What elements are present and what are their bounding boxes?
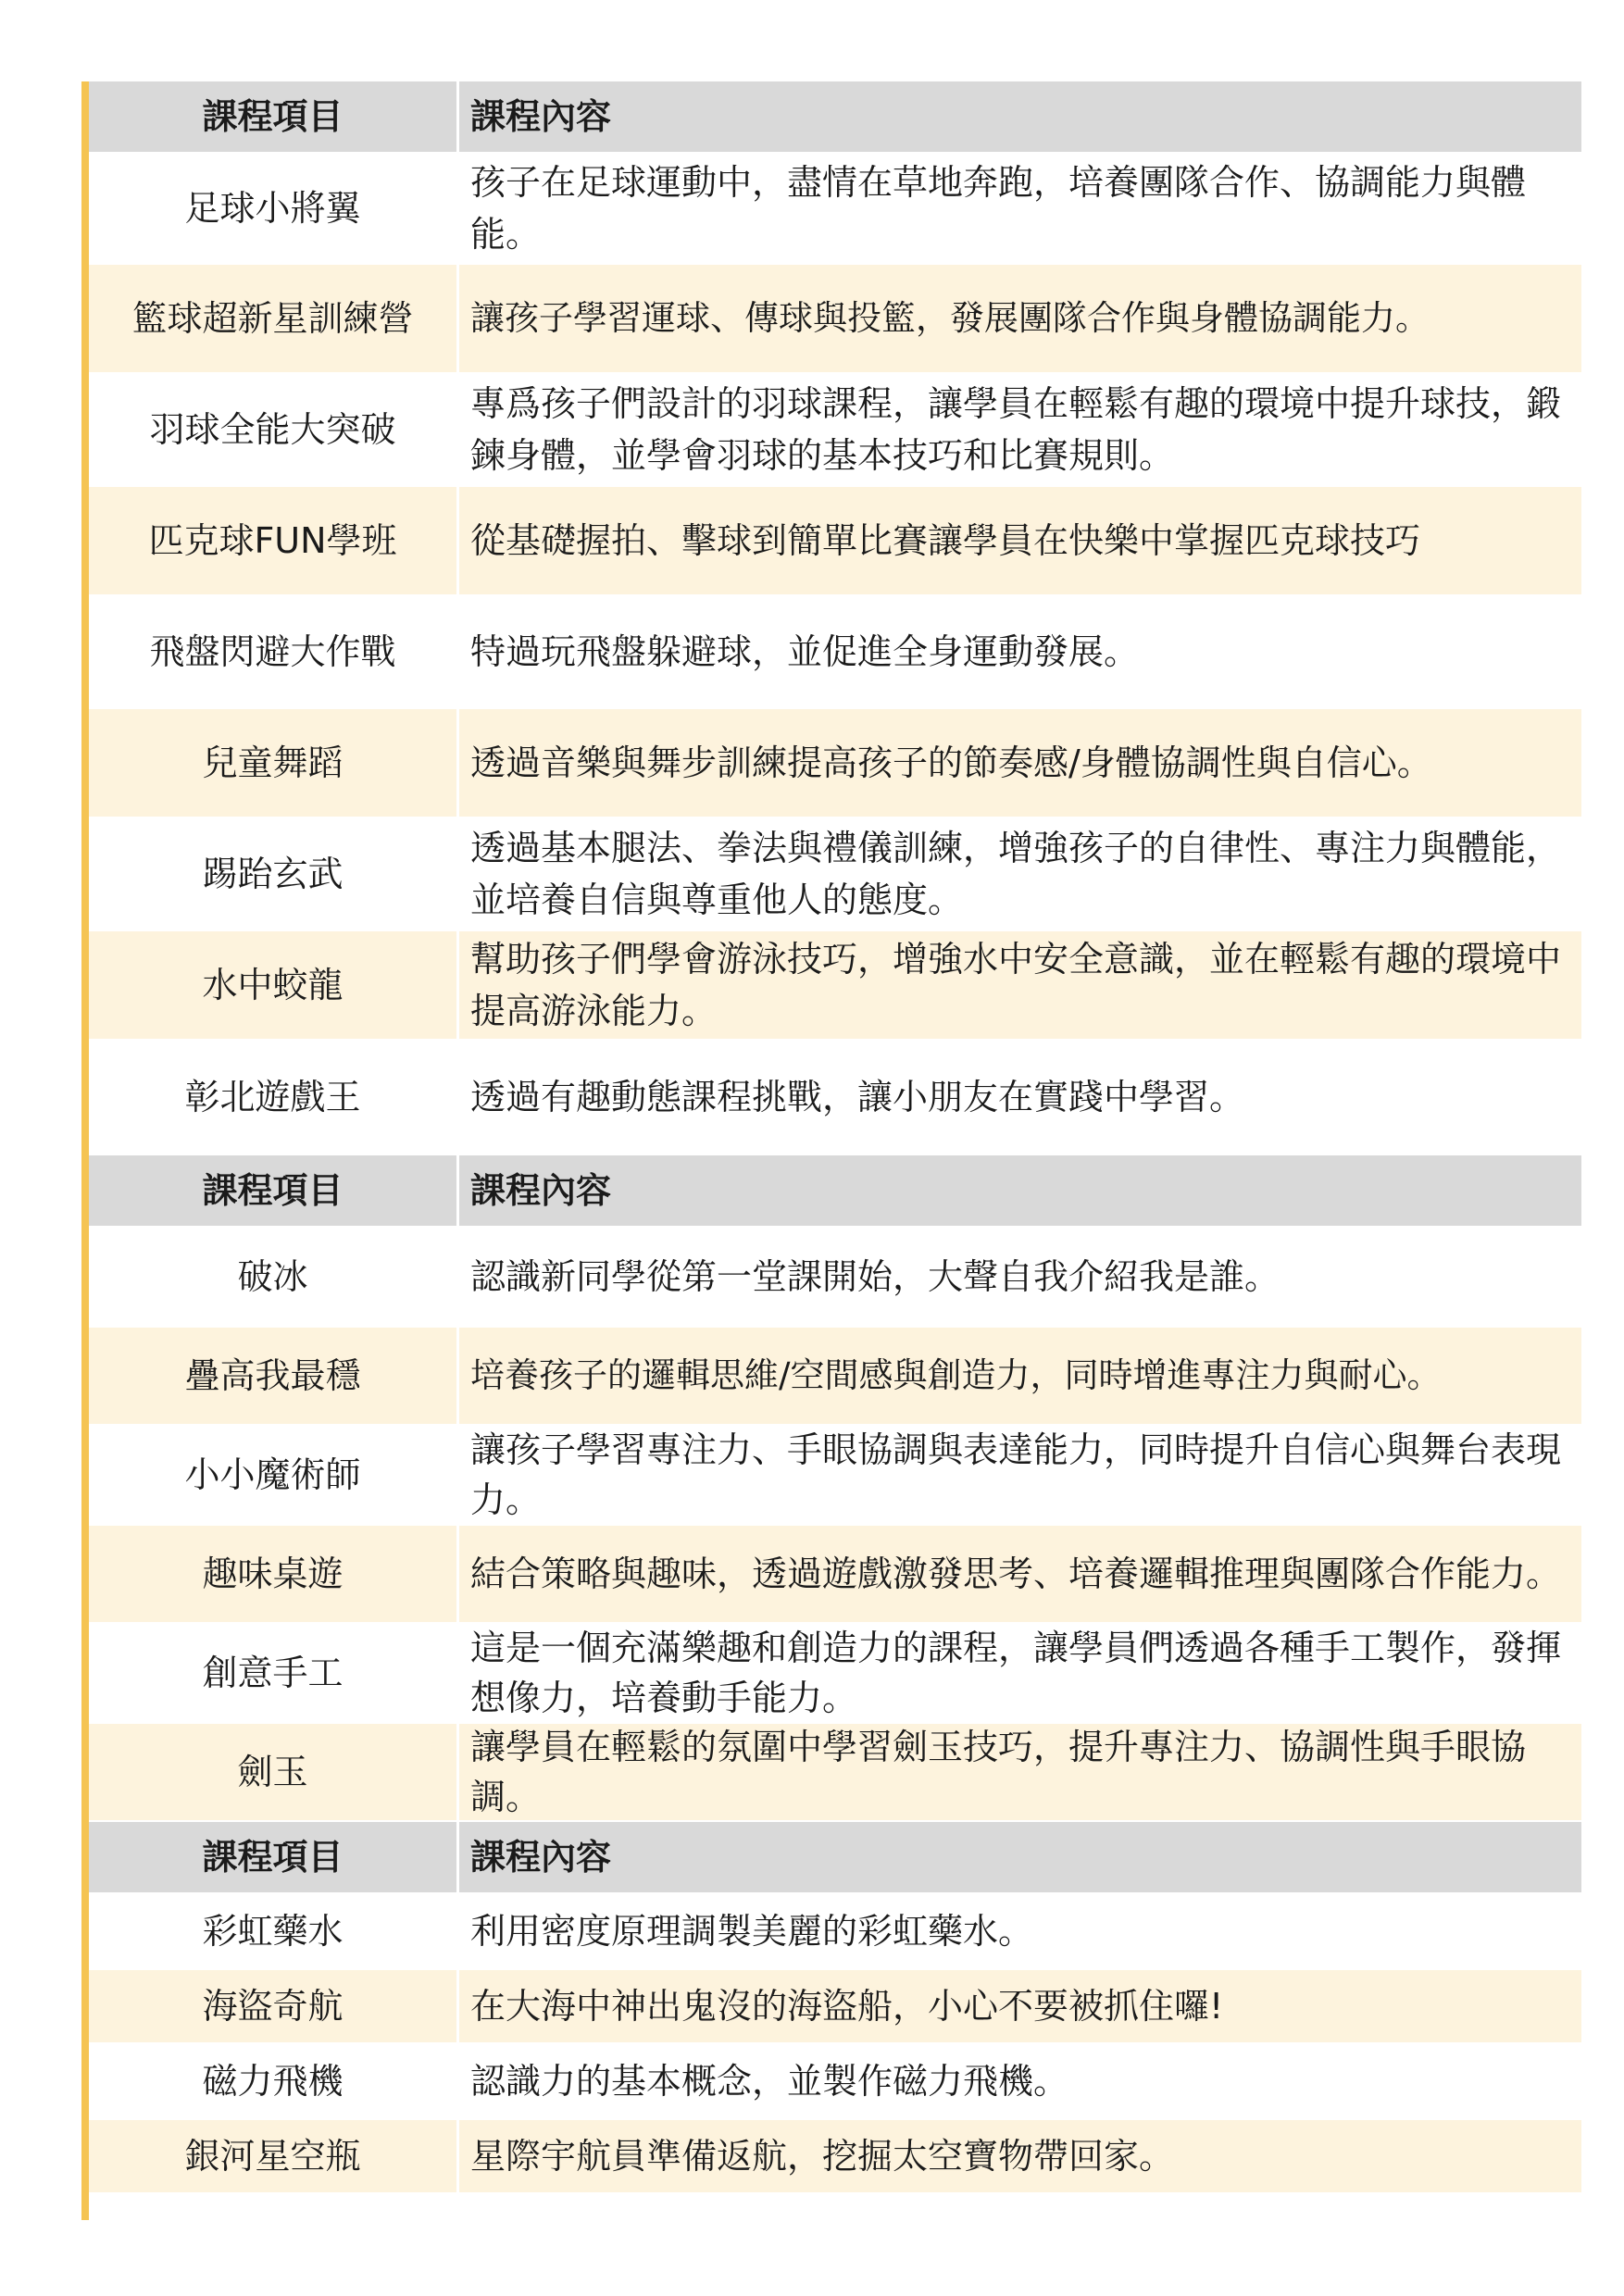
header-item: 課程項目 <box>89 1822 459 1892</box>
header-content: 課程內容 <box>470 1170 612 1211</box>
course-content: 這是一個充滿樂趣和創造力的課程，讓學員們透過各種手工製作，發揮想像力，培養動手能力。 <box>470 1628 1562 1718</box>
table-row <box>89 1228 1581 1328</box>
table-row <box>89 596 1581 709</box>
course-content: 孩子在足球運動中，盡情在草地奔跑，培養團隊合作、協調能力與體能。 <box>470 162 1527 255</box>
table-row <box>89 709 1581 818</box>
table-row <box>89 1041 1581 1155</box>
course-item: 籃球超新星訓練營 <box>89 265 459 372</box>
course-content: 從基礎握拍、擊球到簡單比賽讓學員在快樂中掌握匹克球技巧 <box>470 520 1421 561</box>
table-row <box>89 487 1581 596</box>
course-content: 在大海中神出鬼沒的海盜船，小心不要被抓住囉! <box>470 1986 1224 2027</box>
course-item: 小小魔術師 <box>89 1426 459 1524</box>
table-header <box>89 1155 1581 1228</box>
course-item: 疊高我最穩 <box>89 1328 459 1424</box>
table-row <box>89 154 1581 265</box>
course-content: 結合策略與趣味，透過遊戲激發思考、培養邏輯推理與團隊合作能力。 <box>470 1554 1562 1594</box>
course-content: 利用密度原理調製美麗的彩虹藥水。 <box>470 1911 1034 1952</box>
course-item: 創意手工 <box>89 1624 459 1722</box>
table-row <box>89 931 1581 1041</box>
course-item: 水中蛟龍 <box>89 931 459 1039</box>
course-content: 認識力的基本概念，並製作磁力飛機。 <box>470 2061 1069 2102</box>
course-item: 踢跆玄武 <box>89 818 459 930</box>
course-content: 讓孩子學習專注力、手眼協調與表達能力，同時提升自信心與舞台表現力。 <box>470 1429 1562 1520</box>
course-content: 讓孩子學習運球、傳球與投籃，發展團隊合作與身體協調能力。 <box>470 298 1430 338</box>
course-table <box>89 81 1581 2194</box>
table-row <box>89 1328 1581 1426</box>
course-item: 彰北遊戲王 <box>89 1041 459 1154</box>
header-content: 課程內容 <box>470 1837 612 1878</box>
course-item: 趣味桌遊 <box>89 1526 459 1622</box>
course-content: 特過玩飛盤躲避球，並促進全身運動發展。 <box>470 631 1140 672</box>
accent-bar <box>81 81 89 2220</box>
course-item: 破冰 <box>89 1228 459 1326</box>
course-item: 銀河星空瓶 <box>89 2120 459 2192</box>
table-row <box>89 1970 1581 2044</box>
table-header <box>89 1822 1581 1894</box>
course-content: 透過音樂與舞步訓練提高孩子的節奏感/身體協調性與自信心。 <box>470 742 1432 783</box>
course-content: 讓學員在輕鬆的氛圍中學習劍玉技巧，提升專注力、協調性與手眼協調。 <box>470 1727 1527 1817</box>
header-content: 課程內容 <box>470 96 612 137</box>
table-row <box>89 374 1581 487</box>
table-row <box>89 2044 1581 2120</box>
table-row <box>89 1624 1581 1724</box>
table-row <box>89 1526 1581 1624</box>
course-content: 幫助孩子們學會游泳技巧，增強水中安全意識，並在輕鬆有趣的環境中提高游泳能力。 <box>470 939 1562 1031</box>
course-content: 專爲孩子們設計的羽球課程，讓學員在輕鬆有趣的環境中提升球技，鍛鍊身體，並學會羽球的基本技巧和比賽規則。 <box>470 383 1562 476</box>
course-item: 劍玉 <box>89 1724 459 1820</box>
course-content: 透過基本腿法、拳法與禮儀訓練，增強孩子的自律性、專注力與體能，並培養自信與尊重他人的態度。 <box>470 828 1562 920</box>
course-item: 羽球全能大突破 <box>89 374 459 485</box>
table-row <box>89 818 1581 931</box>
table-row <box>89 1724 1581 1822</box>
course-item: 匹克球FUN學班 <box>89 487 459 594</box>
course-item: 彩虹藥水 <box>89 1894 459 1968</box>
course-item: 足球小將翼 <box>89 154 459 263</box>
course-content: 透過有趣動態課程挑戰，讓小朋友在實踐中學習。 <box>470 1077 1245 1117</box>
table-row <box>89 1426 1581 1526</box>
header-item: 課程項目 <box>89 81 459 152</box>
course-item: 海盜奇航 <box>89 1970 459 2042</box>
header-item: 課程項目 <box>89 1155 459 1226</box>
table-row <box>89 1894 1581 1970</box>
table-row <box>89 265 1581 374</box>
table-header <box>89 81 1581 154</box>
course-item: 磁力飛機 <box>89 2044 459 2118</box>
course-item: 兒童舞蹈 <box>89 709 459 817</box>
course-content: 認識新同學從第一堂課開始，大聲自我介紹我是誰。 <box>470 1256 1280 1297</box>
course-content: 培養孩子的邏輯思維/空間感與創造力，同時增進專注力與耐心。 <box>470 1355 1442 1395</box>
table-row <box>89 2120 1581 2194</box>
course-item: 飛盤閃避大作戰 <box>89 596 459 707</box>
course-content: 星際宇航員準備返航，挖掘太空寶物帶回家。 <box>470 2136 1175 2177</box>
